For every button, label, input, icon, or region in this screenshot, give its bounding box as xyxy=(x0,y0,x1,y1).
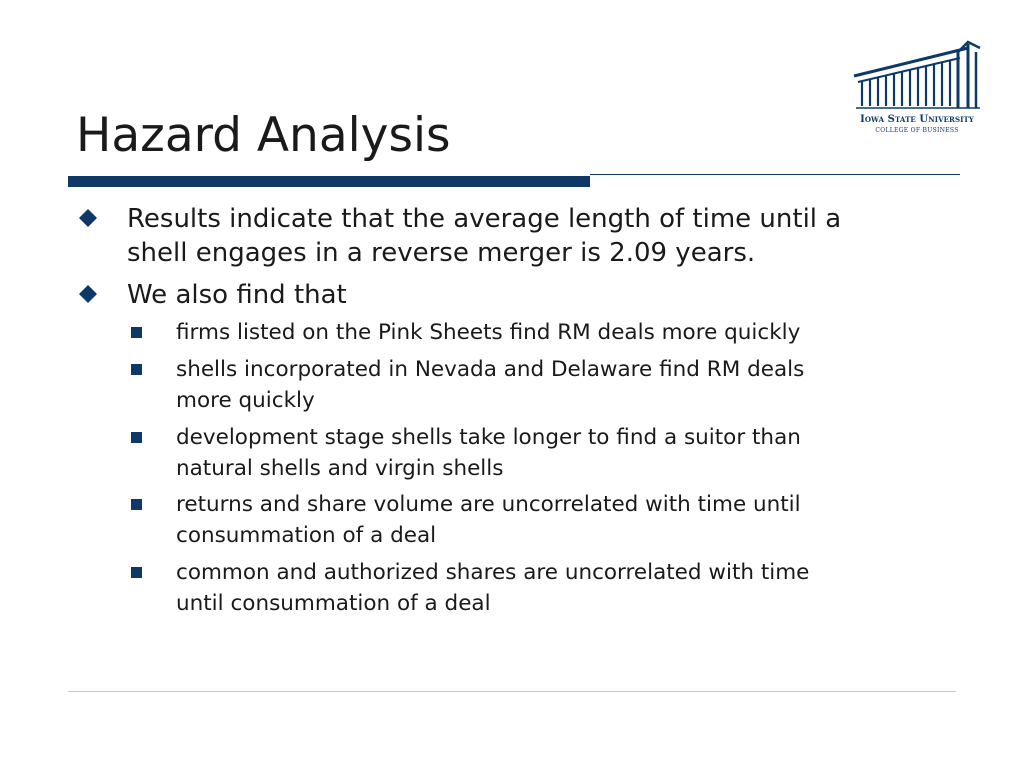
bullet-we-also-find xyxy=(127,278,937,312)
square-icon xyxy=(131,432,142,443)
sub-bullet-line: more quickly xyxy=(176,388,315,413)
footer-divider xyxy=(68,691,956,692)
square-icon xyxy=(131,499,142,510)
sub-bullet-development-stage xyxy=(176,422,956,484)
sub-bullet-nevada-delaware xyxy=(176,354,956,416)
square-icon xyxy=(131,364,142,375)
sub-bullet-line: returns and share volume are uncorrelated with time until xyxy=(176,492,801,517)
square-icon xyxy=(131,327,142,338)
logo-college-name: COLLEGE OF BUSINESS xyxy=(875,127,959,134)
bullet-line: shell engages in a reverse merger is 2.09 years. xyxy=(127,238,756,268)
bullet-line: We also find that xyxy=(127,280,347,310)
diamond-icon xyxy=(78,208,98,228)
sub-bullet-line: firms listed on the Pink Sheets find RM deals more quickly xyxy=(176,320,801,345)
title-divider-thin xyxy=(590,174,960,175)
diamond-icon xyxy=(78,284,98,304)
sub-bullet-line: common and authorized shares are uncorrelated with time xyxy=(176,560,810,585)
square-icon xyxy=(131,567,142,578)
bullet-results xyxy=(127,202,937,270)
sub-bullet-line: consummation of a deal xyxy=(176,523,437,548)
university-logo xyxy=(850,38,984,138)
sub-bullet-line: until consummation of a deal xyxy=(176,591,491,616)
sub-bullet-line: shells incorporated in Nevada and Delaware find RM deals xyxy=(176,357,805,382)
sub-bullet-returns-volume xyxy=(176,489,956,551)
sub-bullet-common-authorized xyxy=(176,557,956,619)
sub-bullet-pink-sheets xyxy=(176,317,956,348)
sub-bullet-line: natural shells and virgin shells xyxy=(176,456,504,481)
slide-title: Hazard Analysis xyxy=(76,108,451,163)
university-building-logo-icon xyxy=(850,38,984,112)
title-divider-thick xyxy=(68,176,590,187)
logo-university-name: Iowa State University xyxy=(860,114,974,125)
sub-bullet-line: development stage shells take longer to find a suitor than xyxy=(176,425,801,450)
bullet-line: Results indicate that the average length of time until a xyxy=(127,204,842,234)
